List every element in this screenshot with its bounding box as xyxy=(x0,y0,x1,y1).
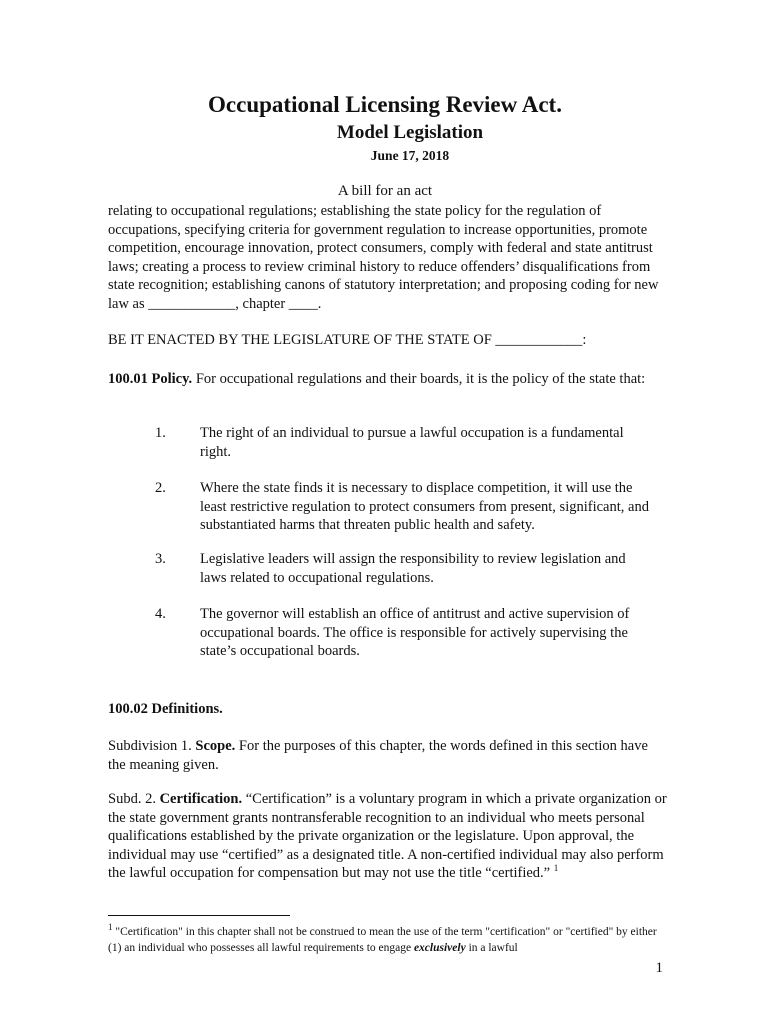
footnote-text-before: "Certification" in this chapter shall not be construed to mean the use of the term "certification" or "certified" by either (1) an individual who possesses all lawful requirements to engage xyxy=(108,926,657,954)
policy-item-text: The governor will establish an office of antitrust and active supervision of occupational boards. The office is responsible for actively supervising the state’s occupational boards. xyxy=(200,606,630,660)
bill-intro-paragraph: relating to occupational regulations; establishing the state policy for the regulation of occupations, specifying criteria for government regulation to increase opportunities, promote competition, encourage innovation, protect consumers, comply with federal and state antitrust laws; creating a process to review criminal history to reduce offenders’ disqualifications from state recognition; establishing canons of statutory interpretation; and proposing coding for new law as ____________, chapter ____. xyxy=(108,203,659,312)
document-title: Occupational Licensing Review Act. xyxy=(208,92,562,117)
subdivision-1-text: For the purposes of this chapter, the words defined in this section have the meaning given. xyxy=(108,738,648,773)
subdivision-2-paragraph xyxy=(108,790,668,883)
footnote-text-after: in a lawful xyxy=(465,942,518,954)
policy-heading: 100.01 Policy. xyxy=(108,371,193,387)
footnote-emphasis: exclusively xyxy=(413,942,466,954)
policy-item xyxy=(155,479,655,535)
policy-paragraph xyxy=(108,370,668,389)
footnote-reference[interactable]: 1 xyxy=(553,863,559,874)
definitions-heading: 100.02 Definitions. xyxy=(108,701,223,717)
document-subtitle: Model Legislation xyxy=(336,122,484,143)
policy-item-text: Where the state finds it is necessary to displace competition, it will use the least restrictive regulation to protect consumers from present, significant, and substantiated harms that threaten public health and safety. xyxy=(200,480,649,534)
enacting-clause: BE IT ENACTED BY THE LEGISLATURE OF THE STATE OF ____________: xyxy=(108,332,587,348)
page-number: 1 xyxy=(655,960,663,976)
subdivision-1-term: Scope. xyxy=(195,738,236,754)
policy-item-text: The right of an individual to pursue a lawful occupation is a fundamental right. xyxy=(200,425,624,460)
document-date: June 17, 2018 xyxy=(370,148,450,163)
subdivision-2-text: “Certification” is a voluntary program in which a private organization or the state government grants nontransferable recognition to an individual who meets personal qualifications established by the private organization or the legislature. Upon approval, the individual may use “certified” as a designated title. A non-certified individual may also perform the lawful occupation for compensation but may not use the title “certified.” xyxy=(108,791,667,882)
footnote xyxy=(108,924,668,956)
subdivision-1-paragraph xyxy=(108,737,668,774)
policy-item xyxy=(155,550,655,587)
subdivision-2-term: Certification. xyxy=(159,791,243,807)
policy-text: For occupational regulations and their boards, it is the policy of the state that: xyxy=(192,371,646,387)
policy-item xyxy=(155,605,655,661)
policy-item-number: 4. xyxy=(155,606,166,622)
policy-item-text: Legislative leaders will assign the responsibility to review legislation and laws related to occupational regulations. xyxy=(200,551,626,586)
policy-item-number: 2. xyxy=(155,480,166,496)
footnote-divider xyxy=(108,915,290,916)
bill-heading: A bill for an act xyxy=(337,183,433,199)
footnote-marker: 1 xyxy=(108,922,113,933)
policy-item xyxy=(155,424,655,461)
policy-item-number: 1. xyxy=(155,425,166,441)
policy-item-number: 3. xyxy=(155,551,166,567)
subdivision-2-prefix: Subd. 2. xyxy=(108,791,160,807)
subdivision-1-prefix: Subdivision 1. xyxy=(108,738,196,754)
